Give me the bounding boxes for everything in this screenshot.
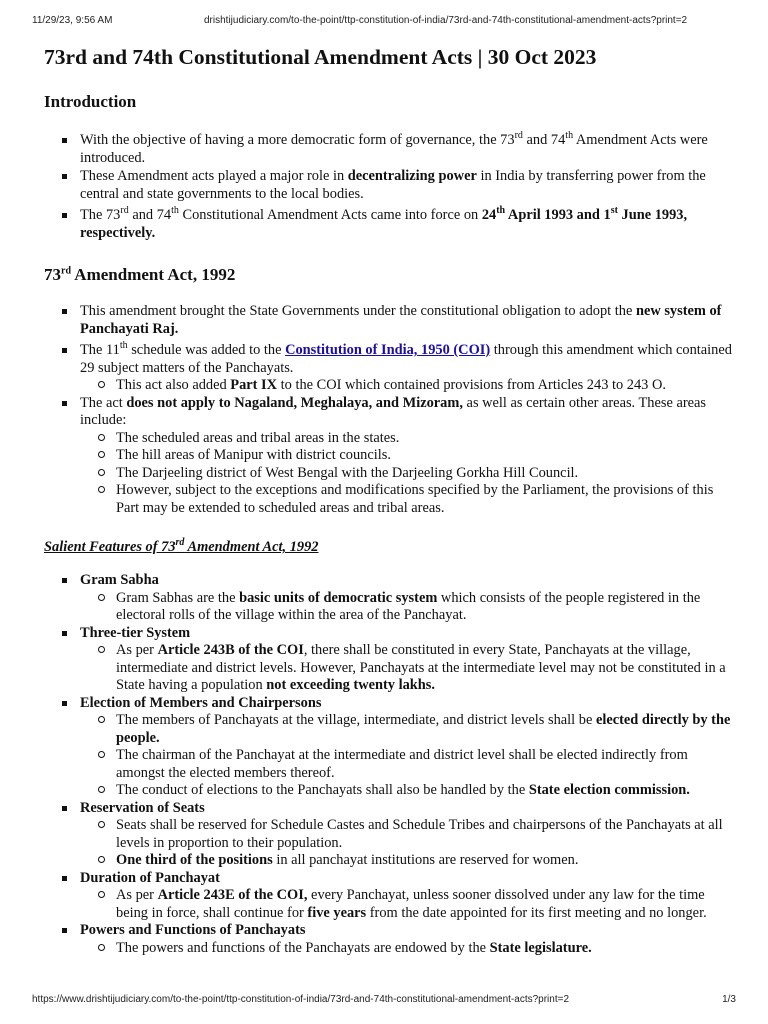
sub-list — [80, 712, 734, 800]
constitution-of-india-link[interactable]: Constitution of India, 1950 (COI) — [285, 342, 491, 358]
sub-list — [80, 817, 734, 870]
sub-list-item: One third of the positions in all panchayat institutions are reserved for women. — [80, 852, 734, 870]
list-item: The 73rd and 74th Constitutional Amendment Acts came into force on 24th April 1993 and 1st June 1993, respectively. — [44, 207, 734, 242]
page-title: 73rd and 74th Constitutional Amendment Acts | 30 Oct 2023 — [44, 45, 597, 69]
print-header-url: drishtijudiciary.com/to-the-point/ttp-constitution-of-india/73rd-and-74th-constitutional-amendment-acts?print=2 — [204, 15, 688, 26]
sub-list-item: However, subject to the exceptions and modifications specified by the Parliament, the provisions of this Part may be extended to scheduled areas and tribal areas. — [80, 482, 734, 517]
sub-list-item: As per Article 243E of the COI, every Panchayat, unless sooner dissolved under any law for the time being in force, shall continue for five years from the date appointed for its first meeting and no longer. — [80, 887, 734, 922]
amendment-73-list — [44, 303, 734, 517]
section-heading-73rd-amendment: 73rd Amendment Act, 1992 — [44, 265, 236, 284]
list-item: Election of Members and Chairpersons The members of Panchayats at the village, intermediate, and district levels shall be elected directly by the people. The chairman of the Panchayat at the intermediate and district level shall be elected indirectly from amongst the elected members thereof. The conduct of elections to the Panchayats shall also be handled by the State election commission. — [44, 695, 734, 800]
sub-list — [80, 590, 734, 625]
sub-list — [80, 642, 734, 695]
sub-list — [80, 940, 734, 958]
print-timestamp: 11/29/23, 9:56 AM — [32, 15, 113, 26]
section-heading-introduction: Introduction — [44, 92, 137, 111]
list-item: With the objective of having a more democratic form of governance, the 73rd and 74th Amendment Acts were introduced. — [44, 132, 734, 167]
sub-list — [80, 377, 734, 395]
sub-list-item: The powers and functions of the Panchayats are endowed by the State legislature. — [80, 940, 734, 958]
sub-list-item: The chairman of the Panchayat at the intermediate and district level shall be elected indirectly from amongst the elected members thereof. — [80, 747, 734, 782]
page-number: 1/3 — [722, 994, 736, 1005]
sub-list-item: As per Article 243B of the COI, there shall be constituted in every State, Panchayats at the village, intermediate and district levels. However, Panchayats at the intermediate level may not be constituted in a State having a population not exceeding twenty lakhs. — [80, 642, 734, 695]
salient-features-list — [44, 572, 734, 957]
list-item: Reservation of Seats Seats shall be reserved for Schedule Castes and Schedule Tribes and chairpersons of the Panchayats at all levels in proportion to their population. One third of the positions in all panchayat institutions are reserved for women. — [44, 800, 734, 870]
sub-list-item: The scheduled areas and tribal areas in the states. — [80, 430, 734, 448]
article-content — [44, 42, 734, 957]
list-item: Three-tier System As per Article 243B of the COI, there shall be constituted in every State, Panchayats at the village, intermediate and district levels. However, Panchayats at the intermediate level may not be constituted in a State having a population not exceeding twenty lakhs. — [44, 625, 734, 695]
list-item: Gram Sabha Gram Sabhas are the basic units of democratic system which consists of the people registered in the electoral rolls of the village within the area of the Panchayat. — [44, 572, 734, 625]
list-item: Powers and Functions of Panchayats The powers and functions of the Panchayats are endowed by the State legislature. — [44, 922, 734, 957]
list-item: The act does not apply to Nagaland, Meghalaya, and Mizoram, as well as certain other areas. These areas include: The scheduled areas and tribal areas in the states. The hill areas of Manipur with district councils. The Darjeeling district of West Bengal with the Darjeeling Gorkha Hill Council. However, subject to the exceptions and modifications specified by the Parliament, the provisions of this Part may be extended to scheduled areas and tribal areas. — [44, 395, 734, 518]
introduction-list — [44, 132, 734, 242]
sub-list — [80, 430, 734, 518]
sub-list-item: Seats shall be reserved for Schedule Castes and Schedule Tribes and chairpersons of the Panchayats at all levels in proportion to their population. — [80, 817, 734, 852]
list-item: Duration of Panchayat As per Article 243E of the COI, every Panchayat, unless sooner dissolved under any law for the time being in force, shall continue for five years from the date appointed for its first meeting and no longer. — [44, 870, 734, 923]
sub-list-item: The Darjeeling district of West Bengal with the Darjeeling Gorkha Hill Council. — [80, 465, 734, 483]
list-item: The 11th schedule was added to the Constitution of India, 1950 (COI) through this amendment which contained 29 subject matters of the Panchayats. This act also added Part IX to the COI which contained provisions from Articles 243 to 243 O. — [44, 342, 734, 395]
section-heading-salient-features: Salient Features of 73rd Amendment Act, 1992 — [44, 537, 319, 555]
sub-list-item: The hill areas of Manipur with district councils. — [80, 447, 734, 465]
sub-list — [80, 887, 734, 922]
list-item: This amendment brought the State Governments under the constitutional obligation to adopt the new system of Panchayati Raj. — [44, 303, 734, 338]
print-footer-url: https://www.drishtijudiciary.com/to-the-point/ttp-constitution-of-india/73rd-and-74th-constitutional-amendment-acts?print=2 — [32, 994, 570, 1005]
list-item: These Amendment acts played a major role in decentralizing power in India by transferring power from the central and state governments to the local bodies. — [44, 168, 734, 203]
sub-list-item: Gram Sabhas are the basic units of democratic system which consists of the people registered in the electoral rolls of the village within the area of the Panchayat. — [80, 590, 734, 625]
sub-list-item: The members of Panchayats at the village, intermediate, and district levels shall be elected directly by the people. — [80, 712, 734, 747]
sub-list-item: This act also added Part IX to the COI which contained provisions from Articles 243 to 243 O. — [80, 377, 734, 395]
sub-list-item: The conduct of elections to the Panchayats shall also be handled by the State election commission. — [80, 782, 734, 800]
